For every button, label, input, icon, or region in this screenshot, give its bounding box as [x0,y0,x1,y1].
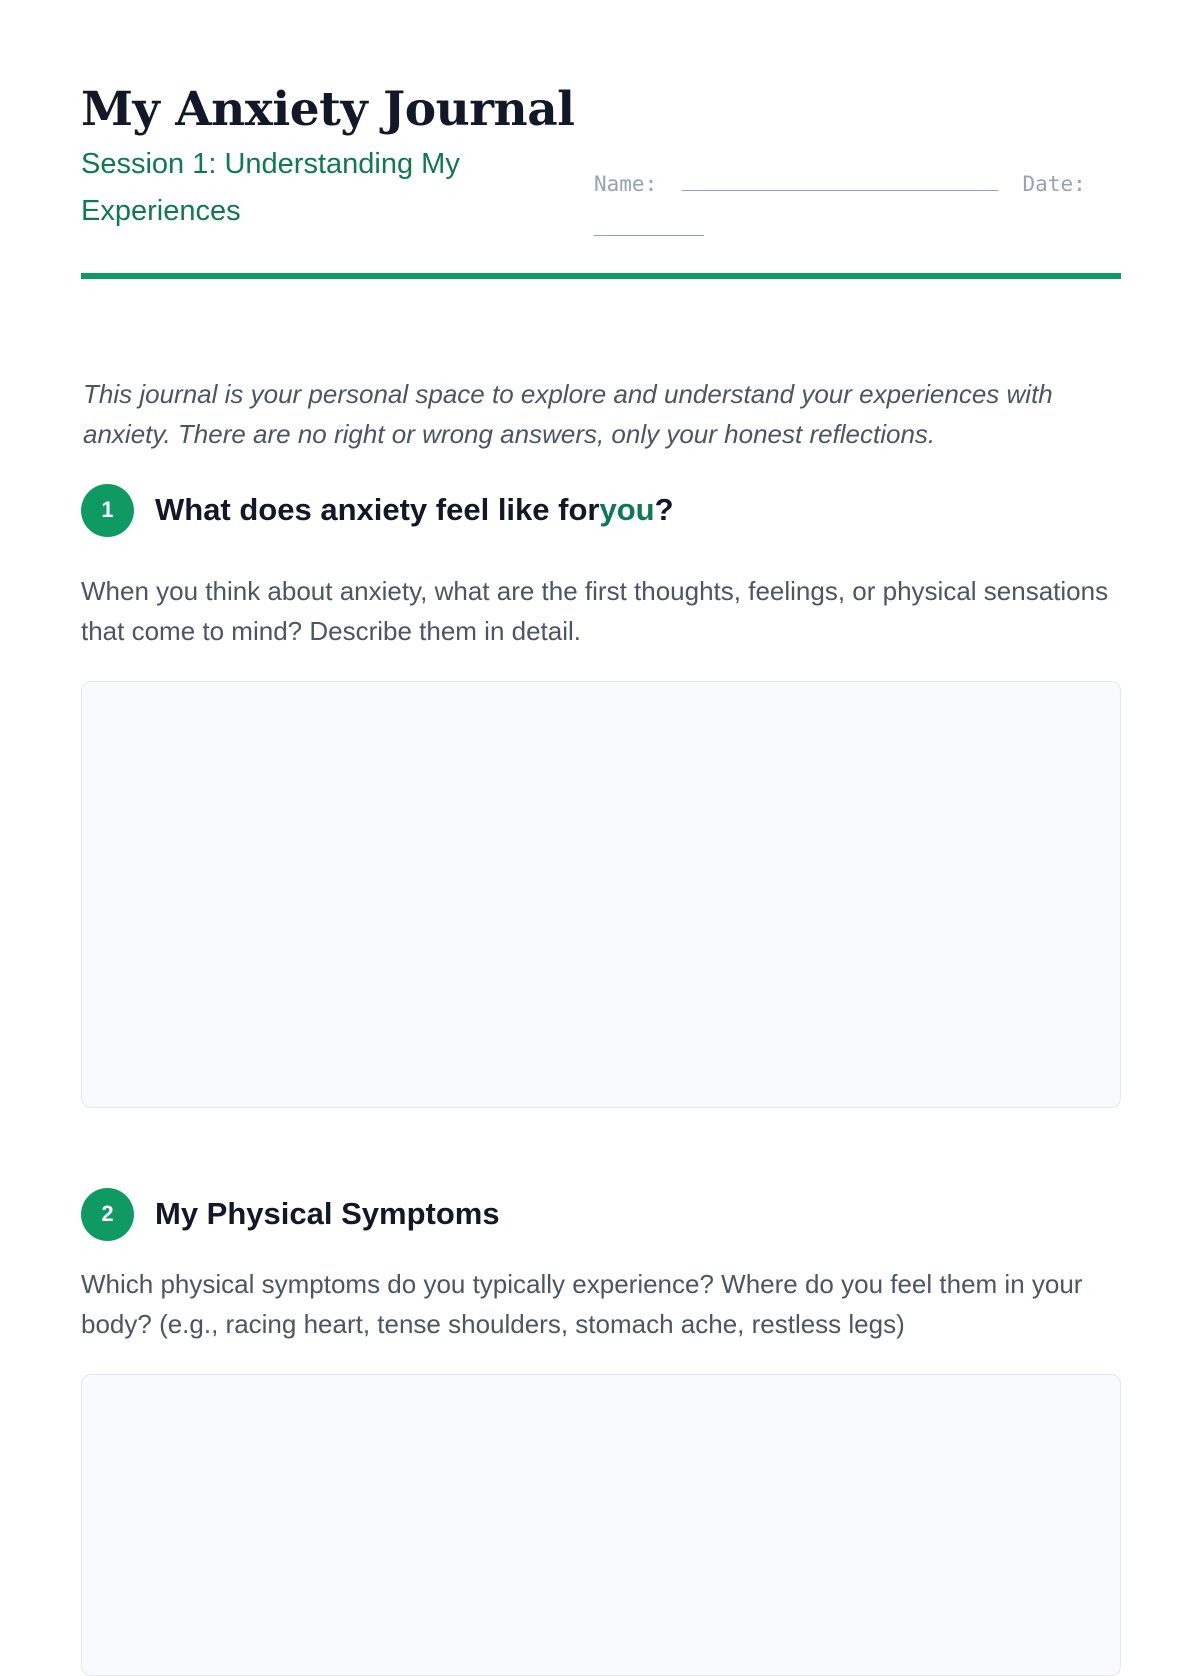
intro-text: This journal is your personal space to explore and understand your experiences with anxiety. There are no right or wrong answers, only your honest reflections. [83,379,1053,449]
question-1-title-text: What does anxiety feel like for [155,492,600,527]
question-1-answer-box[interactable] [81,681,1121,1108]
question-1-description: When you think about anxiety, what are the first thoughts, feelings, or physical sensations that come to mind? Describe them in detail. [81,576,1109,646]
date-label: Date: [1022,172,1086,196]
question-1-title [155,492,674,528]
header-divider [81,273,1121,279]
journal-header [81,0,1121,282]
question-1-header [81,483,674,537]
question-2-title: My Physical Symptoms [155,1196,500,1231]
journal-page [81,0,1121,1339]
question-number-badge: 2 [81,1188,134,1241]
question-2-header [81,1187,500,1241]
question-1-title-end: ? [654,492,674,527]
question-number-badge: 1 [81,484,134,537]
name-label: Name: [594,172,658,196]
question-2-description: Which physical symptoms do you typically experience? Where do you feel them in your body? (e.g., racing heart, tense shoulders, stomach ache, restless legs) [81,1269,1083,1339]
name-date-fields [594,162,1114,252]
date-blank-line[interactable] [594,211,704,236]
page-title: My Anxiety Journal [81,82,575,137]
name-blank-line[interactable] [682,166,998,191]
question-2-answer-box[interactable] [81,1374,1121,1676]
question-1-title-accent: you [599,492,655,527]
session-subtitle: Session 1: Understanding My Experiences [81,148,460,227]
